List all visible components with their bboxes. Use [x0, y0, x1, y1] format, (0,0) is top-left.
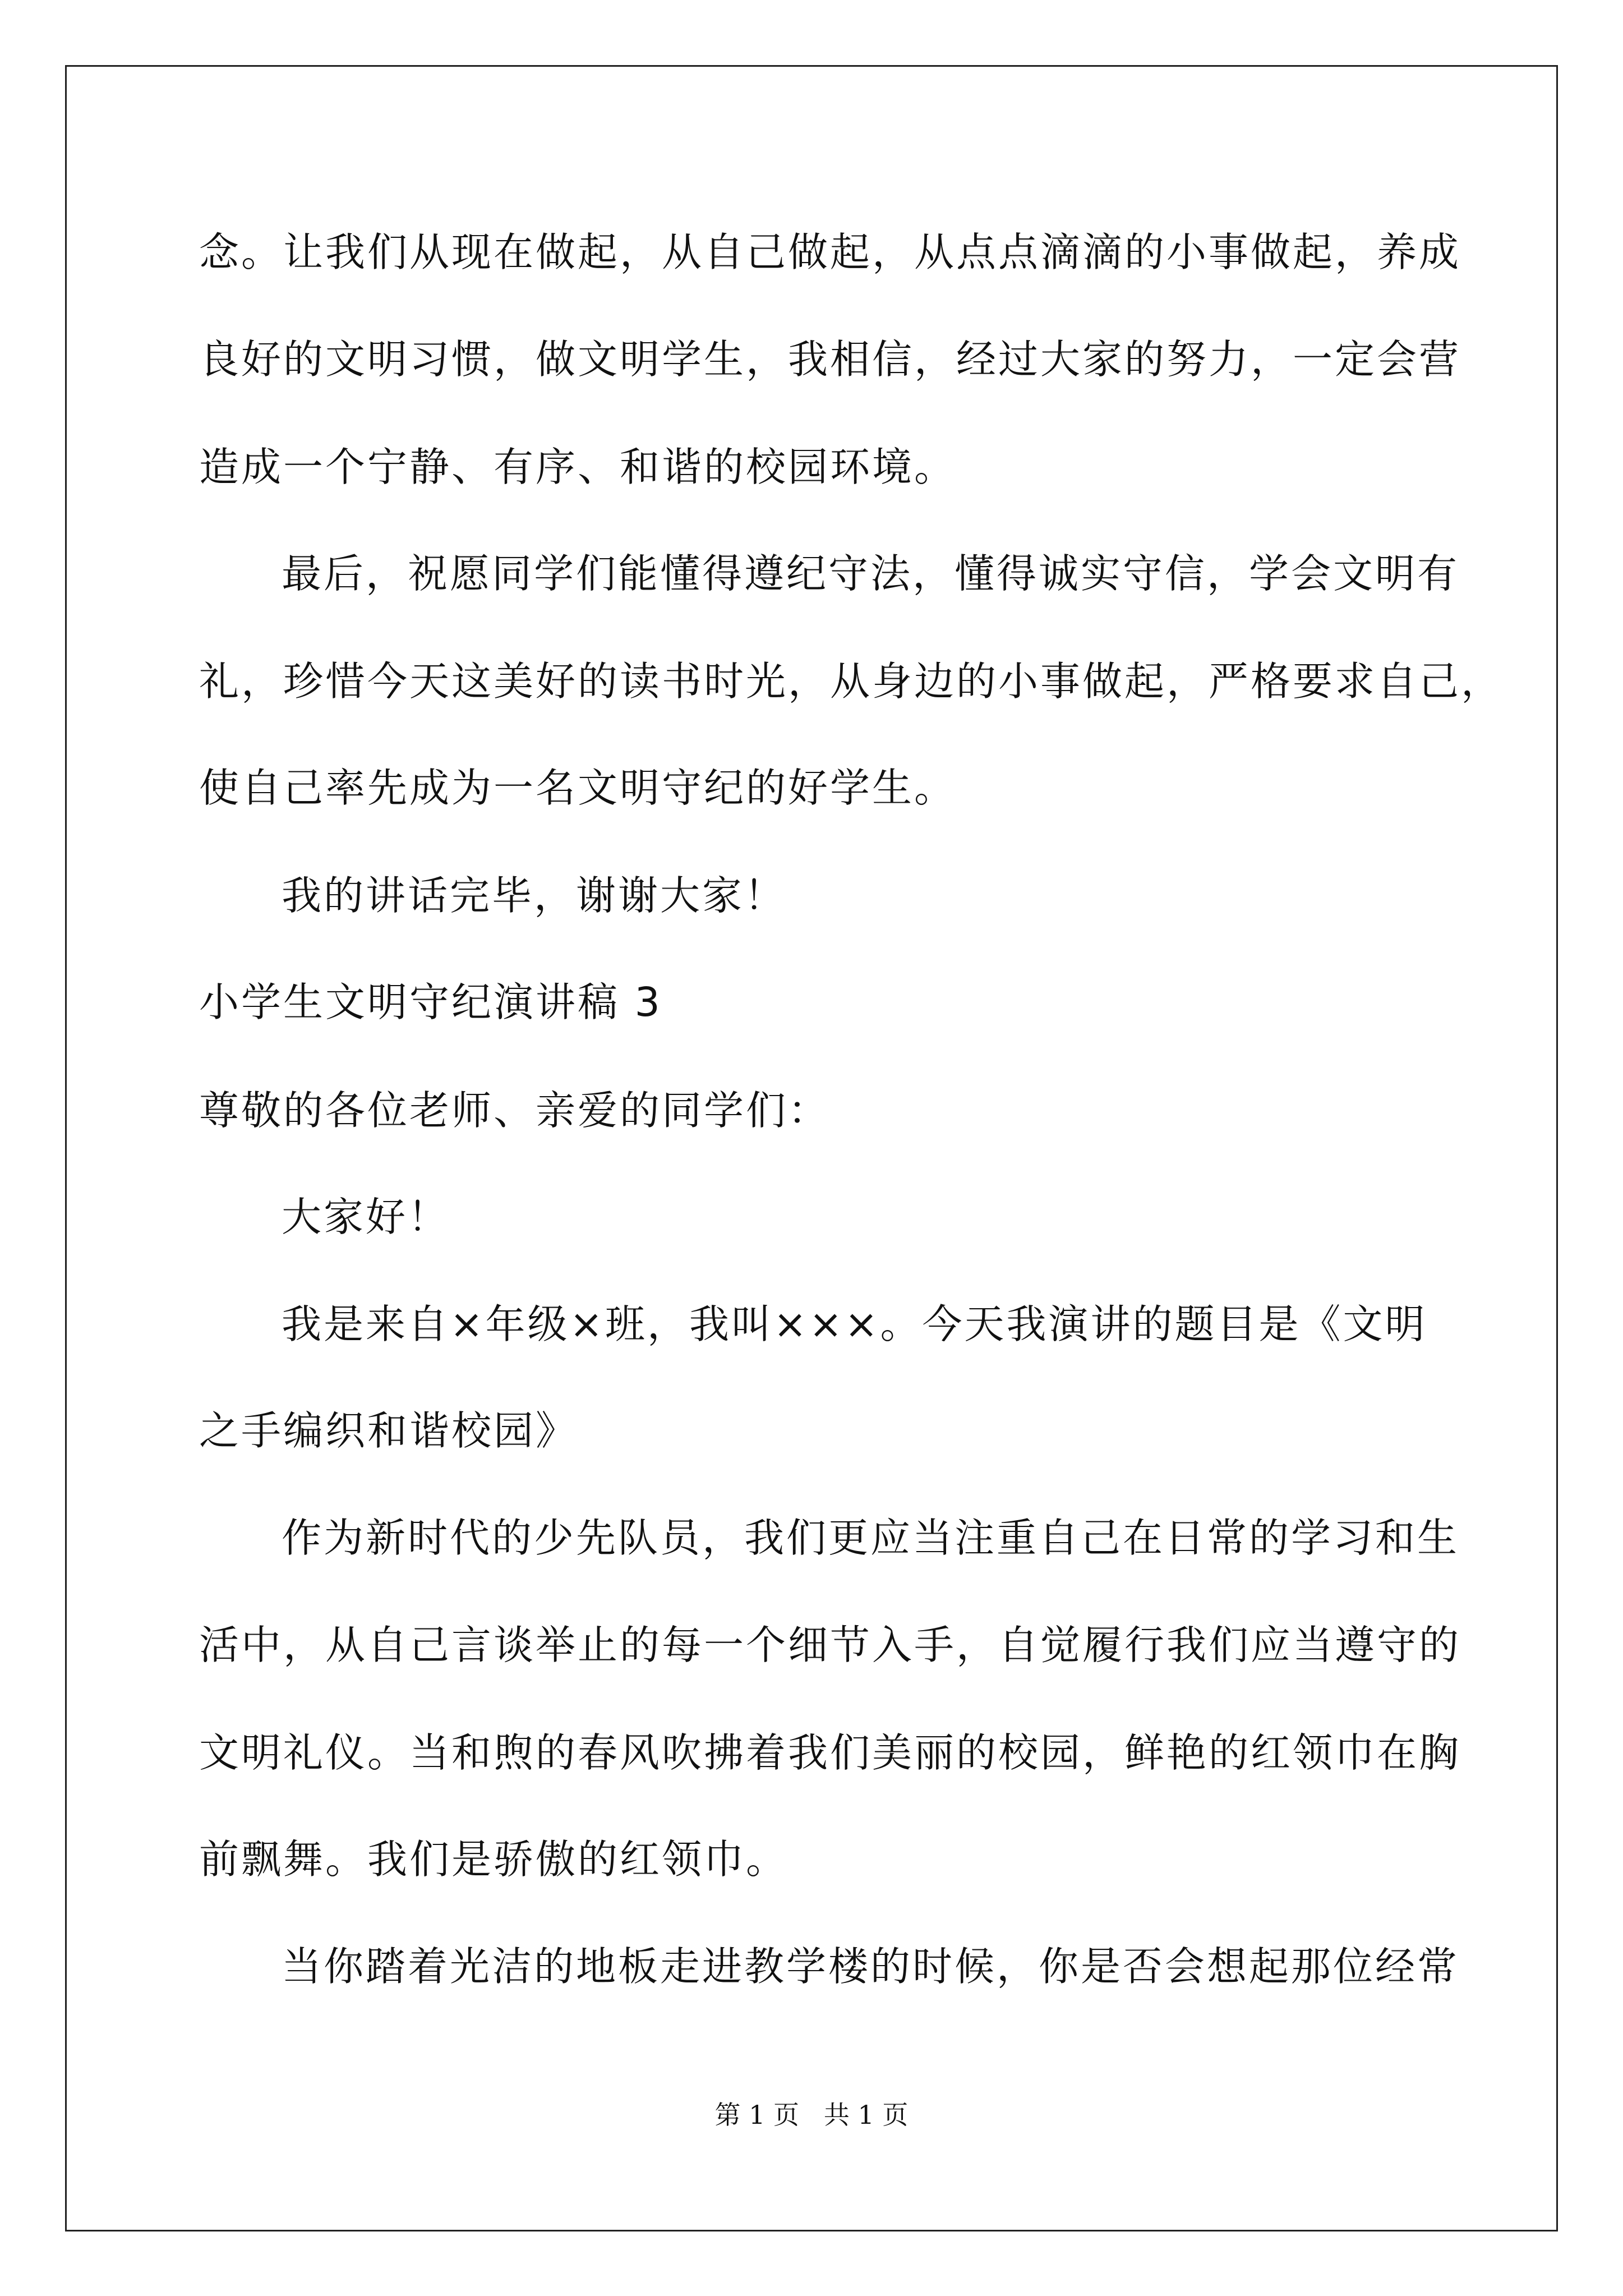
- paragraph-start-line: 作为新时代的少先队员，我们更应当注重自己在日常的学习和生: [282, 1515, 1460, 1561]
- paragraph-start-line: 当你踏着光洁的地板走进教学楼的时候，你是否会想起那位经常: [282, 1943, 1460, 1990]
- text-line: 前飘舞。我们是骄傲的红领巾。: [199, 1836, 789, 1883]
- salutation: 尊敬的各位老师、亲爱的同学们：: [199, 1087, 831, 1134]
- greeting: 大家好！: [282, 1194, 450, 1240]
- closing-remark: 我的讲话完毕，谢谢大家！: [282, 872, 787, 919]
- page-footer: 第 1 页 共 1 页: [714, 2100, 909, 2130]
- text-line: 念。让我们从现在做起，从自己做起，从点点滴滴的小事做起，养成: [199, 229, 1461, 275]
- text-line: 使自己率先成为一名文明守纪的好学生。: [199, 765, 957, 811]
- paragraph-start-line: 我是来自×年级×班，我叫×××。今天我演讲的题目是《文明: [282, 1301, 1427, 1347]
- text-line: 文明礼仪。当和煦的春风吹拂着我们美丽的校园，鲜艳的红领巾在胸: [199, 1729, 1461, 1776]
- text-line: 礼，珍惜今天这美好的读书时光，从身边的小事做起，严格要求自己，: [199, 658, 1504, 705]
- text-line: 良好的文明习惯，做文明学生，我相信，经过大家的努力，一定会营: [199, 336, 1461, 383]
- text-line: 之手编织和谐校园》: [199, 1407, 578, 1454]
- page-border: [65, 65, 1558, 2231]
- text-line: 活中，从自己言谈举止的每一个细节入手，自觉履行我们应当遵守的: [199, 1622, 1461, 1668]
- section-heading: 小学生文明守纪演讲稿 3: [199, 979, 662, 1025]
- text-line: 造成一个宁静、有序、和谐的校园环境。: [199, 444, 957, 490]
- paragraph-start-line: 最后，祝愿同学们能懂得遵纪守法，懂得诚实守信，学会文明有: [282, 550, 1460, 597]
